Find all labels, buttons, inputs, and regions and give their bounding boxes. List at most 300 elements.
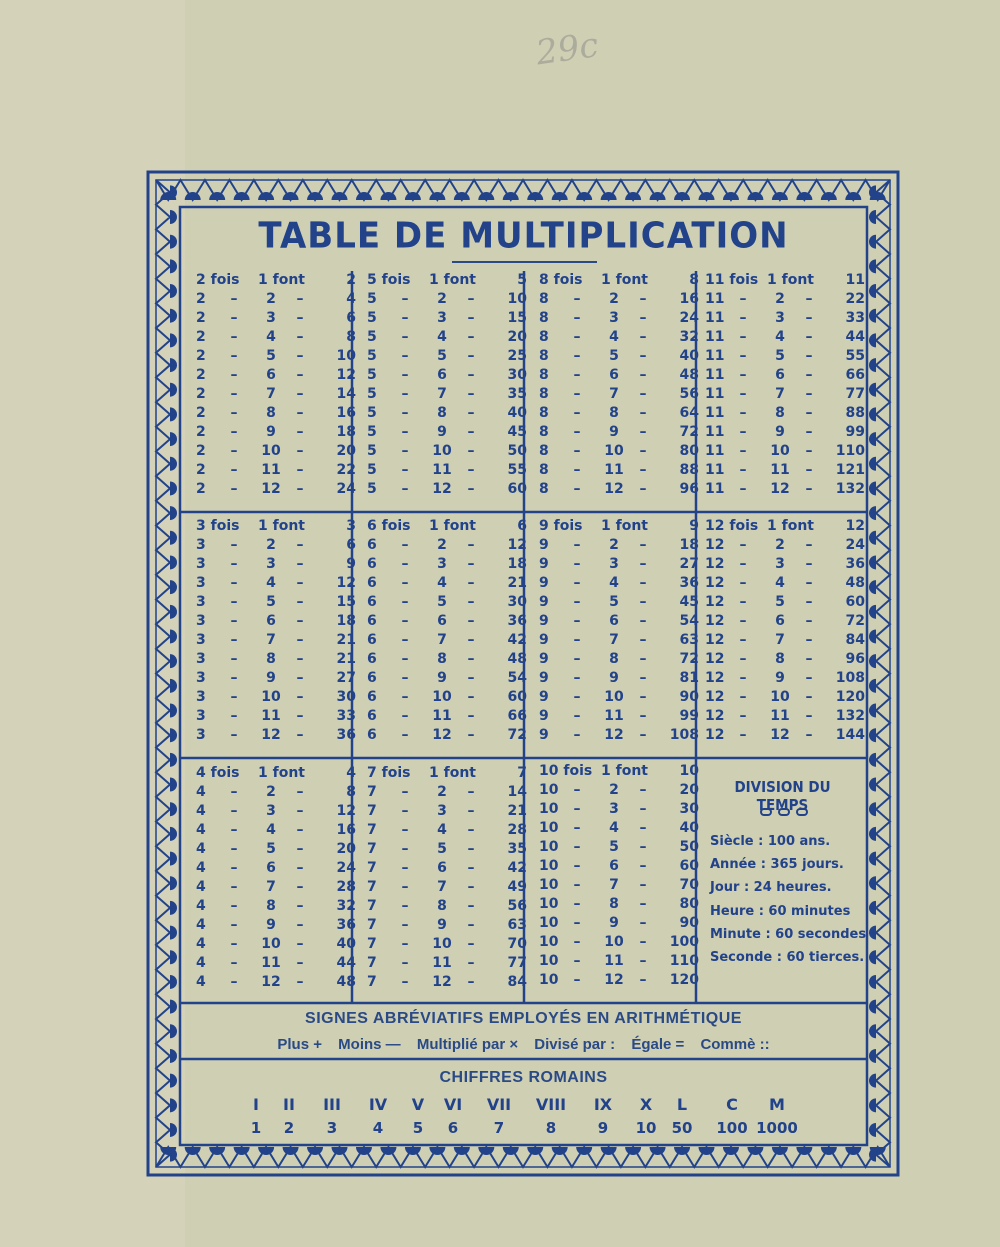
multiplication-table xyxy=(539,762,699,990)
dash: – xyxy=(739,443,747,459)
table-row xyxy=(367,935,527,954)
table-cell: 11 xyxy=(432,955,452,971)
table-row xyxy=(196,859,356,878)
dash: – xyxy=(467,575,475,591)
table-cell: 33 xyxy=(336,708,356,724)
table-row xyxy=(539,650,699,669)
table-row xyxy=(705,461,865,480)
table-row xyxy=(196,783,356,802)
table-cell: 8 xyxy=(437,898,447,914)
table-cell: 11 xyxy=(604,708,624,724)
table-cell: 6 xyxy=(437,367,447,383)
dash: – xyxy=(805,670,813,686)
dash: – xyxy=(639,858,647,874)
table-cell: 9 xyxy=(609,424,619,440)
table-cell: 10 xyxy=(539,953,559,969)
table-cell: 6 xyxy=(367,556,377,572)
table-cell: 8 xyxy=(437,651,447,667)
table-cell: 7 xyxy=(266,386,276,402)
table-cell: 9 xyxy=(539,689,549,705)
arabic-value: 3 xyxy=(326,1119,338,1137)
table-cell: 7 xyxy=(437,386,447,402)
table-row xyxy=(367,802,527,821)
table-cell: 2 xyxy=(196,424,206,440)
table-row xyxy=(367,290,527,309)
table-row xyxy=(196,935,356,954)
table-row xyxy=(367,442,527,461)
table-row xyxy=(367,859,527,878)
table-cell: 11 xyxy=(261,955,281,971)
dash: – xyxy=(230,974,238,990)
dash: – xyxy=(573,632,581,648)
table-cell: 4 fois xyxy=(196,765,240,781)
table-cell: 12 xyxy=(705,613,725,629)
half-disc-ornament xyxy=(601,1147,617,1155)
dash: – xyxy=(739,689,747,705)
dash: – xyxy=(639,877,647,893)
table-cell: 8 xyxy=(346,329,356,345)
dash: – xyxy=(573,481,581,497)
side-half-disc-ornament xyxy=(170,432,177,446)
table-cell: 2 xyxy=(196,329,206,345)
roman-numeral: V xyxy=(411,1095,425,1114)
dash: – xyxy=(805,329,813,345)
dash: – xyxy=(573,348,581,364)
side-half-disc-ornament xyxy=(869,580,876,594)
table-row xyxy=(539,781,699,800)
table-cell: 30 xyxy=(679,801,699,817)
half-disc-ornament xyxy=(699,192,715,200)
dash: – xyxy=(805,727,813,743)
table-cell: 2 xyxy=(346,272,356,288)
dash: – xyxy=(805,651,813,667)
dash: – xyxy=(639,329,647,345)
table-cell: 4 xyxy=(196,784,206,800)
table-header-row xyxy=(705,271,865,290)
side-half-disc-ornament xyxy=(869,383,876,397)
arabic-value: 7 xyxy=(493,1119,505,1137)
table-cell: 77 xyxy=(845,386,865,402)
table-cell: 56 xyxy=(507,898,527,914)
dash: – xyxy=(573,782,581,798)
table-cell: 6 xyxy=(367,613,377,629)
table-cell: 36 xyxy=(336,727,356,743)
dash: – xyxy=(296,424,304,440)
side-half-disc-ornament xyxy=(869,1049,876,1063)
dash: – xyxy=(805,424,813,440)
dash: – xyxy=(639,896,647,912)
dash: – xyxy=(573,329,581,345)
table-cell: 9 xyxy=(539,575,549,591)
table-cell: 10 xyxy=(679,763,699,779)
table-cell: 8 xyxy=(346,784,356,800)
dash: – xyxy=(401,784,409,800)
table-row xyxy=(367,347,527,366)
table-cell: 4 xyxy=(196,879,206,895)
table-cell: 3 xyxy=(196,613,206,629)
table-cell: 96 xyxy=(679,481,699,497)
table-cell: 54 xyxy=(679,613,699,629)
table-cell: 9 xyxy=(775,670,785,686)
table-row xyxy=(196,574,356,593)
table-cell: 1 font xyxy=(429,272,476,288)
table-cell: 132 xyxy=(835,708,865,724)
table-row xyxy=(539,857,699,876)
table-cell: 12 xyxy=(705,594,725,610)
table-cell: 4 xyxy=(437,822,447,838)
table-cell: 8 xyxy=(609,405,619,421)
table-cell: 121 xyxy=(835,462,865,478)
table-cell: 5 xyxy=(367,481,377,497)
table-cell: 56 xyxy=(679,386,699,402)
table-cell: 9 xyxy=(539,727,549,743)
dash: – xyxy=(739,481,747,497)
table-cell: 20 xyxy=(336,443,356,459)
table-cell: 5 xyxy=(609,594,619,610)
table-cell: 8 xyxy=(775,405,785,421)
half-disc-ornament xyxy=(699,1147,715,1155)
table-cell: 12 xyxy=(705,689,725,705)
dash: – xyxy=(805,613,813,629)
side-zigzag-ornament xyxy=(876,180,890,1167)
table-row xyxy=(705,593,865,612)
half-disc-ornament xyxy=(332,192,348,200)
side-half-disc-ornament xyxy=(170,1024,177,1038)
table-cell: 21 xyxy=(336,651,356,667)
dash: – xyxy=(639,367,647,383)
table-cell: 2 xyxy=(609,291,619,307)
table-cell: 28 xyxy=(336,879,356,895)
half-disc-ornament xyxy=(527,1147,543,1155)
table-cell: 4 xyxy=(775,329,785,345)
table-cell: 12 xyxy=(705,575,725,591)
table-cell: 9 xyxy=(539,670,549,686)
table-cell: 12 xyxy=(845,518,865,534)
sign-item: Moins — xyxy=(338,1036,401,1053)
table-cell: 9 xyxy=(775,424,785,440)
table-row xyxy=(705,404,865,423)
table-cell: 12 xyxy=(432,481,452,497)
dash: – xyxy=(573,575,581,591)
dash: – xyxy=(467,594,475,610)
table-cell: 12 xyxy=(336,803,356,819)
table-cell: 10 xyxy=(539,877,559,893)
dash: – xyxy=(639,651,647,667)
side-half-disc-ornament xyxy=(170,259,177,273)
ornament-icon xyxy=(760,808,808,816)
half-disc-ornament xyxy=(552,1147,568,1155)
sign-item: Multiplié par × xyxy=(416,1036,519,1053)
half-disc-ornament xyxy=(625,1147,641,1155)
dash: – xyxy=(296,386,304,402)
sign-item: Divisé par : xyxy=(534,1036,616,1053)
dash: – xyxy=(573,367,581,383)
table-row xyxy=(196,650,356,669)
table-row xyxy=(367,536,527,555)
table-cell: 10 xyxy=(432,936,452,952)
table-cell: 12 xyxy=(604,727,624,743)
table-cell: 2 xyxy=(775,291,785,307)
dash: – xyxy=(467,329,475,345)
dash: – xyxy=(401,481,409,497)
table-cell: 7 xyxy=(367,974,377,990)
dash: – xyxy=(401,556,409,572)
table-row xyxy=(539,819,699,838)
table-cell: 20 xyxy=(679,782,699,798)
table-row xyxy=(367,669,527,688)
table-cell: 6 xyxy=(346,537,356,553)
table-cell: 9 xyxy=(609,670,619,686)
table-cell: 9 xyxy=(539,632,549,648)
dash: – xyxy=(296,879,304,895)
table-cell: 60 xyxy=(845,594,865,610)
dash: – xyxy=(230,822,238,838)
table-row xyxy=(539,952,699,971)
table-cell: 12 xyxy=(507,537,527,553)
dash: – xyxy=(230,632,238,648)
dash: – xyxy=(401,670,409,686)
table-cell: 30 xyxy=(336,689,356,705)
table-cell: 3 xyxy=(437,310,447,326)
table-cell: 10 xyxy=(261,689,281,705)
table-row xyxy=(367,328,527,347)
table-cell: 12 xyxy=(261,481,281,497)
table-cell: 2 xyxy=(437,291,447,307)
dash: – xyxy=(639,537,647,553)
dash: – xyxy=(467,955,475,971)
dash: – xyxy=(296,917,304,933)
dash: – xyxy=(230,651,238,667)
half-disc-ornament xyxy=(747,1147,763,1155)
dash: – xyxy=(401,462,409,478)
table-cell: 4 xyxy=(266,822,276,838)
table-row xyxy=(539,480,699,499)
table-row xyxy=(196,347,356,366)
table-cell: 60 xyxy=(679,858,699,874)
dash: – xyxy=(230,708,238,724)
dash: – xyxy=(639,386,647,402)
roman-pair xyxy=(476,1095,522,1141)
table-cell: 8 xyxy=(539,310,549,326)
table-cell: 10 xyxy=(539,896,559,912)
table-row xyxy=(367,973,527,992)
table-cell: 9 xyxy=(609,915,619,931)
side-half-disc-ornament xyxy=(869,1074,876,1088)
table-row xyxy=(705,669,865,688)
dash: – xyxy=(296,481,304,497)
table-row xyxy=(196,821,356,840)
table-row xyxy=(705,650,865,669)
table-cell: 12 xyxy=(770,727,790,743)
dash: – xyxy=(401,537,409,553)
side-half-disc-ornament xyxy=(869,1098,876,1112)
side-half-disc-ornament xyxy=(869,235,876,249)
side-half-disc-ornament xyxy=(170,778,177,792)
table-cell: 110 xyxy=(835,443,865,459)
dash: – xyxy=(230,670,238,686)
dash: – xyxy=(467,537,475,553)
table-cell: 12 fois xyxy=(705,518,759,534)
roman-numeral: IV xyxy=(368,1095,388,1114)
table-header-row xyxy=(196,517,356,536)
table-cell: 21 xyxy=(507,575,527,591)
half-disc-ornament xyxy=(796,192,812,200)
table-row xyxy=(539,971,699,990)
dash: – xyxy=(401,424,409,440)
table-cell: 5 xyxy=(775,348,785,364)
table-cell: 2 xyxy=(437,537,447,553)
table-row xyxy=(539,385,699,404)
table-header-row xyxy=(196,764,356,783)
table-cell: 6 xyxy=(437,613,447,629)
table-cell: 4 xyxy=(437,575,447,591)
table-cell: 7 xyxy=(367,898,377,914)
table-cell: 44 xyxy=(845,329,865,345)
dash: – xyxy=(805,556,813,572)
dash: – xyxy=(401,689,409,705)
dash: – xyxy=(230,594,238,610)
table-cell: 5 xyxy=(609,839,619,855)
dash: – xyxy=(296,689,304,705)
half-disc-ornament xyxy=(747,192,763,200)
side-half-disc-ornament xyxy=(869,704,876,718)
dash: – xyxy=(639,915,647,931)
table-header-row xyxy=(367,271,527,290)
table-cell: 6 xyxy=(609,858,619,874)
table-cell: 11 xyxy=(705,329,725,345)
half-disc-ornament xyxy=(478,1147,494,1155)
dash: – xyxy=(739,386,747,402)
half-disc-ornament xyxy=(674,192,690,200)
table-cell: 22 xyxy=(336,462,356,478)
dash: – xyxy=(739,575,747,591)
dash: – xyxy=(230,879,238,895)
table-cell: 1 font xyxy=(601,518,648,534)
table-cell: 70 xyxy=(507,936,527,952)
table-cell: 9 xyxy=(539,613,549,629)
table-cell: 7 xyxy=(367,860,377,876)
table-cell: 8 xyxy=(539,367,549,383)
side-half-disc-ornament xyxy=(170,1049,177,1063)
table-row xyxy=(367,461,527,480)
table-cell: 12 xyxy=(604,481,624,497)
table-cell: 6 xyxy=(367,689,377,705)
dash: – xyxy=(401,291,409,307)
dash: – xyxy=(573,594,581,610)
table-cell: 84 xyxy=(845,632,865,648)
table-cell: 6 xyxy=(775,613,785,629)
table-cell: 5 xyxy=(609,348,619,364)
table-cell: 3 xyxy=(609,556,619,572)
arabic-value: 1 xyxy=(250,1119,262,1137)
table-cell: 132 xyxy=(835,481,865,497)
table-row xyxy=(539,800,699,819)
table-cell: 6 xyxy=(609,367,619,383)
roman-numeral: VI xyxy=(443,1095,463,1114)
signs-list xyxy=(180,1036,867,1053)
half-disc-ornament xyxy=(234,1147,250,1155)
dash: – xyxy=(230,310,238,326)
side-half-disc-ornament xyxy=(869,654,876,668)
table-row xyxy=(539,404,699,423)
table-cell: 7 xyxy=(367,955,377,971)
table-cell: 11 xyxy=(705,424,725,440)
side-half-disc-ornament xyxy=(869,778,876,792)
roman-pair xyxy=(580,1095,626,1141)
table-cell: 40 xyxy=(679,348,699,364)
dash: – xyxy=(639,801,647,817)
table-cell: 2 xyxy=(196,481,206,497)
arabic-value: 1000 xyxy=(756,1119,798,1137)
table-row xyxy=(539,669,699,688)
dash: – xyxy=(573,424,581,440)
table-cell: 9 xyxy=(539,537,549,553)
table-row xyxy=(539,536,699,555)
table-cell: 12 xyxy=(432,974,452,990)
table-cell: 4 xyxy=(346,765,356,781)
table-row xyxy=(367,840,527,859)
table-cell: 50 xyxy=(679,839,699,855)
table-row xyxy=(539,423,699,442)
table-row xyxy=(705,442,865,461)
table-cell: 40 xyxy=(679,820,699,836)
table-cell: 11 fois xyxy=(705,272,759,288)
table-cell: 24 xyxy=(336,860,356,876)
dash: – xyxy=(401,803,409,819)
table-row xyxy=(367,954,527,973)
table-cell: 5 xyxy=(367,443,377,459)
table-cell: 8 xyxy=(609,651,619,667)
table-cell: 2 xyxy=(196,443,206,459)
table-cell: 5 xyxy=(437,594,447,610)
table-row xyxy=(367,650,527,669)
half-disc-ornament xyxy=(258,192,274,200)
dash: – xyxy=(573,386,581,402)
half-disc-ornament xyxy=(601,192,617,200)
side-half-disc-ornament xyxy=(869,1000,876,1014)
side-zigzag-ornament xyxy=(156,180,170,1167)
table-cell: 90 xyxy=(679,915,699,931)
side-half-disc-ornament xyxy=(869,555,876,569)
table-cell: 18 xyxy=(507,556,527,572)
side-half-disc-ornament xyxy=(170,284,177,298)
table-cell: 2 xyxy=(609,782,619,798)
dash: – xyxy=(467,822,475,838)
table-cell: 9 xyxy=(539,556,549,572)
side-half-disc-ornament xyxy=(170,210,177,224)
side-half-disc-ornament xyxy=(170,407,177,421)
table-cell: 8 xyxy=(689,272,699,288)
side-half-disc-ornament xyxy=(170,358,177,372)
dash: – xyxy=(805,481,813,497)
side-half-disc-ornament xyxy=(170,926,177,940)
dash: – xyxy=(573,310,581,326)
table-cell: 55 xyxy=(507,462,527,478)
table-cell: 8 xyxy=(539,462,549,478)
dash: – xyxy=(230,860,238,876)
table-cell: 10 xyxy=(539,820,559,836)
half-disc-ornament xyxy=(234,192,250,200)
dash: – xyxy=(230,955,238,971)
table-cell: 5 xyxy=(367,310,377,326)
roman-numeral: I xyxy=(253,1095,259,1114)
dash: – xyxy=(467,879,475,895)
table-cell: 5 xyxy=(367,348,377,364)
dash: – xyxy=(401,936,409,952)
half-disc-ornament xyxy=(307,1147,323,1155)
table-cell: 2 xyxy=(437,784,447,800)
half-disc-ornament xyxy=(527,192,543,200)
